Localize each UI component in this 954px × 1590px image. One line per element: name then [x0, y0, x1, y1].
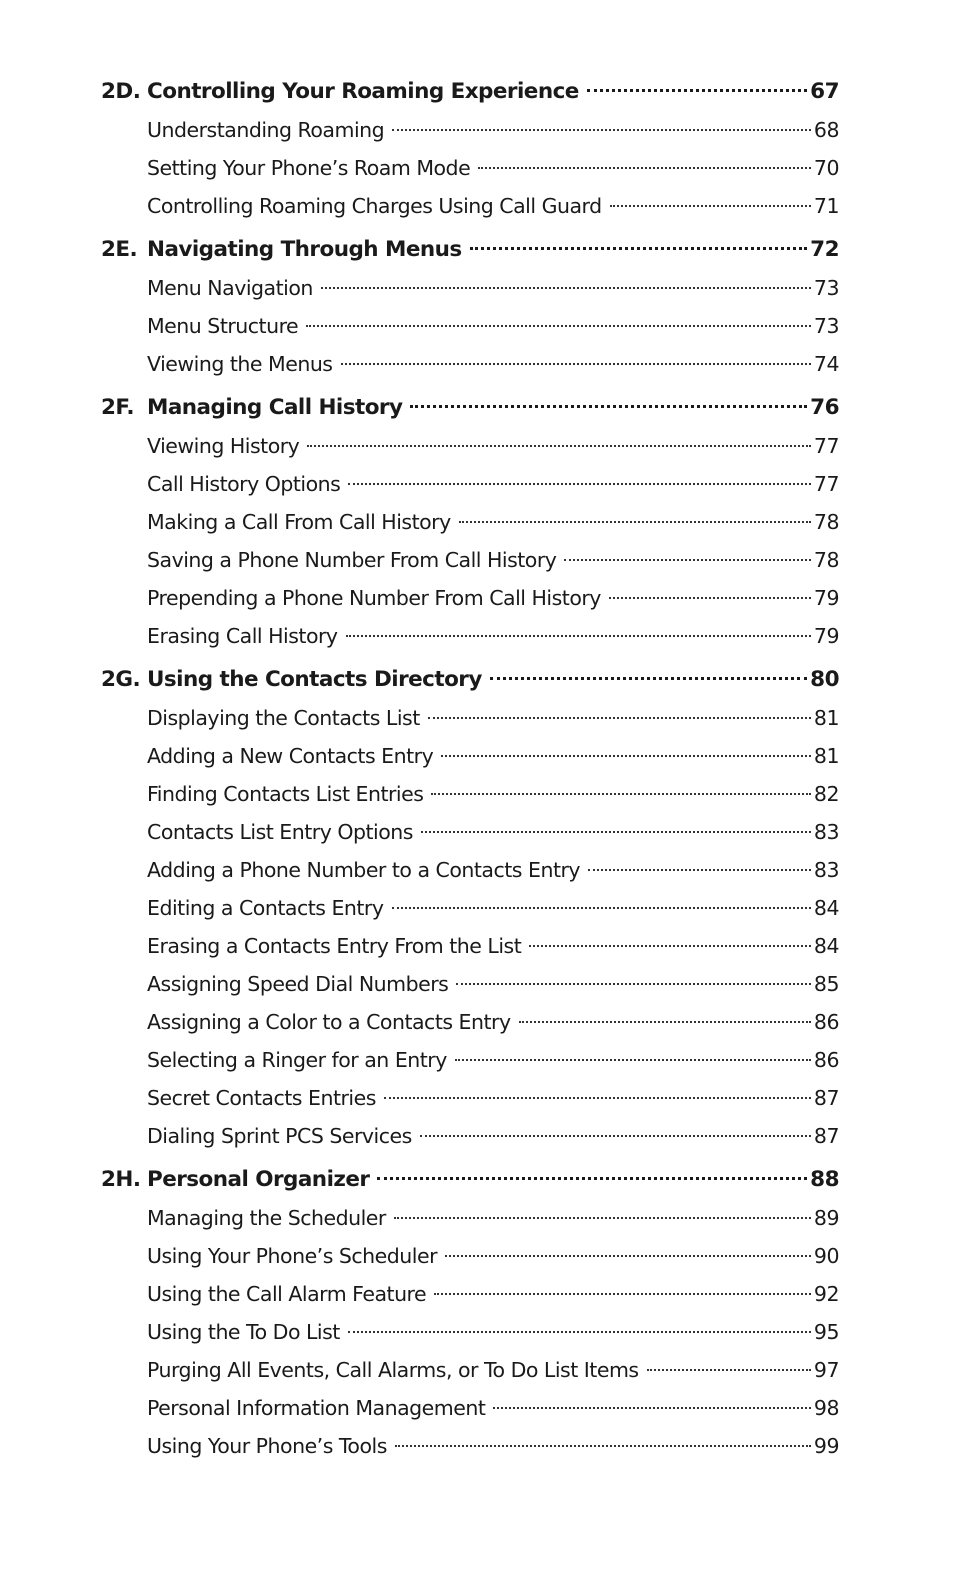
- entry-title: Editing a Contacts Entry: [147, 896, 384, 920]
- entry-title: Saving a Phone Number From Call History: [147, 548, 557, 572]
- dot-leader: [377, 1177, 807, 1180]
- dot-leader: [421, 831, 811, 833]
- section-heading[interactable]: [101, 660, 839, 699]
- page-number: 80: [810, 667, 839, 692]
- entry-title: Menu Navigation: [147, 276, 313, 300]
- section-heading[interactable]: [101, 388, 839, 427]
- dot-leader: [434, 1293, 811, 1295]
- page-number: 71: [813, 194, 839, 218]
- dot-leader: [441, 755, 811, 757]
- section-heading[interactable]: [101, 1160, 839, 1199]
- toc-entry[interactable]: [101, 1003, 839, 1041]
- toc-section-2h: [101, 1160, 839, 1465]
- dot-leader: [459, 521, 811, 523]
- page-number: 78: [813, 548, 839, 572]
- dot-leader: [321, 287, 811, 289]
- section-number: 2E.: [101, 237, 138, 262]
- dot-leader: [410, 405, 807, 408]
- dot-leader: [445, 1255, 811, 1257]
- entry-title: Making a Call From Call History: [147, 510, 451, 534]
- dot-leader: [647, 1369, 811, 1371]
- toc-entry[interactable]: [101, 1041, 839, 1079]
- entry-title: Adding a New Contacts Entry: [147, 744, 434, 768]
- dot-leader: [341, 363, 811, 365]
- toc-section-2g: [101, 660, 839, 1155]
- dot-leader: [348, 483, 811, 485]
- page-number: 87: [813, 1086, 839, 1110]
- dot-leader: [609, 597, 811, 599]
- entry-title: Using Your Phone’s Tools: [147, 1434, 387, 1458]
- page-number: 77: [813, 472, 839, 496]
- entry-title: Menu Structure: [147, 314, 299, 338]
- section-title: Using the Contacts Directory: [147, 667, 482, 692]
- entry-title: Managing the Scheduler: [147, 1206, 386, 1230]
- toc-entry[interactable]: [101, 1237, 839, 1275]
- dot-leader: [455, 1059, 811, 1061]
- entry-title: Understanding Roaming: [147, 118, 385, 142]
- entry-title: Finding Contacts List Entries: [147, 782, 424, 806]
- entry-title: Purging All Events, Call Alarms, or To Do List Items: [147, 1358, 639, 1382]
- toc-entry[interactable]: [101, 927, 839, 965]
- page-number: 68: [813, 118, 839, 142]
- dot-leader: [384, 1097, 811, 1099]
- toc-entry[interactable]: [101, 775, 839, 813]
- toc-entry[interactable]: [101, 427, 839, 465]
- toc-entry[interactable]: [101, 111, 839, 149]
- entry-title: Viewing History: [147, 434, 300, 458]
- page-number: 89: [813, 1206, 839, 1230]
- section-title: Navigating Through Menus: [147, 237, 462, 262]
- section-heading[interactable]: [101, 72, 839, 111]
- page-number: 84: [813, 934, 839, 958]
- page-number: 92: [813, 1282, 839, 1306]
- dot-leader: [431, 793, 810, 795]
- dot-leader: [428, 717, 811, 719]
- toc-entry[interactable]: [101, 1117, 839, 1155]
- toc-entry[interactable]: [101, 503, 839, 541]
- page-number: 88: [810, 1167, 839, 1192]
- section-title: Personal Organizer: [147, 1167, 370, 1192]
- dot-leader: [588, 869, 811, 871]
- page-number: 79: [813, 586, 839, 610]
- toc-section-2e: [101, 230, 839, 383]
- page-number: 90: [813, 1244, 839, 1268]
- toc-entry[interactable]: [101, 1079, 839, 1117]
- entry-title: Displaying the Contacts List: [147, 706, 420, 730]
- dot-leader: [348, 1331, 811, 1333]
- entry-title: Call History Options: [147, 472, 341, 496]
- toc-entry[interactable]: [101, 1427, 839, 1465]
- page-number: 83: [813, 858, 839, 882]
- toc-entry[interactable]: [101, 1275, 839, 1313]
- dot-leader: [564, 559, 810, 561]
- toc-entry[interactable]: [101, 149, 839, 187]
- page-number: 77: [813, 434, 839, 458]
- section-title: Managing Call History: [147, 395, 403, 420]
- dot-leader: [587, 89, 807, 92]
- page-number: 81: [813, 744, 839, 768]
- page-number: 83: [813, 820, 839, 844]
- dot-leader: [456, 983, 811, 985]
- toc-entry[interactable]: [101, 617, 839, 655]
- page-number: 81: [813, 706, 839, 730]
- page-number: 73: [813, 276, 839, 300]
- dot-leader: [478, 167, 811, 169]
- entry-title: Erasing Call History: [147, 624, 338, 648]
- section-number: 2D.: [101, 79, 141, 104]
- dot-leader: [346, 635, 811, 637]
- entry-title: Erasing a Contacts Entry From the List: [147, 934, 522, 958]
- entry-title: Controlling Roaming Charges Using Call Guard: [147, 194, 602, 218]
- section-number: 2H.: [101, 1167, 141, 1192]
- toc-entry[interactable]: [101, 699, 839, 737]
- toc-entry[interactable]: [101, 541, 839, 579]
- page-number: 74: [813, 352, 839, 376]
- dot-leader: [519, 1021, 811, 1023]
- page-number: 70: [813, 156, 839, 180]
- entry-title: Secret Contacts Entries: [147, 1086, 376, 1110]
- dot-leader: [395, 1445, 811, 1447]
- entry-title: Using Your Phone’s Scheduler: [147, 1244, 438, 1268]
- dot-leader: [470, 247, 808, 250]
- entry-title: Using the Call Alarm Feature: [147, 1282, 427, 1306]
- entry-title: Personal Information Management: [147, 1396, 486, 1420]
- toc-entry[interactable]: [101, 1389, 839, 1427]
- page-number: 72: [810, 237, 839, 262]
- entry-title: Using the To Do List: [147, 1320, 340, 1344]
- page-number: 98: [813, 1396, 839, 1420]
- toc-entry[interactable]: [101, 851, 839, 889]
- toc-entry[interactable]: [101, 965, 839, 1003]
- entry-title: Assigning Speed Dial Numbers: [147, 972, 449, 996]
- page-number: 99: [813, 1434, 839, 1458]
- entry-title: Adding a Phone Number to a Contacts Entry: [147, 858, 581, 882]
- toc-entry[interactable]: [101, 889, 839, 927]
- dot-leader: [610, 205, 811, 207]
- entry-title: Dialing Sprint PCS Services: [147, 1124, 412, 1148]
- dot-leader: [490, 677, 807, 680]
- page-number: 79: [813, 624, 839, 648]
- page-number: 84: [813, 896, 839, 920]
- dot-leader: [529, 945, 811, 947]
- toc-entry[interactable]: [101, 1351, 839, 1389]
- dot-leader: [394, 1217, 811, 1219]
- toc-entry[interactable]: [101, 187, 839, 225]
- section-number: 2G.: [101, 667, 141, 692]
- entry-title: Setting Your Phone’s Roam Mode: [147, 156, 471, 180]
- toc-entry[interactable]: [101, 1199, 839, 1237]
- entry-title: Selecting a Ringer for an Entry: [147, 1048, 447, 1072]
- table-of-contents: [101, 72, 839, 1465]
- toc-entry[interactable]: [101, 345, 839, 383]
- page-number: 86: [813, 1010, 839, 1034]
- section-heading[interactable]: [101, 230, 839, 269]
- page-number: 67: [810, 79, 839, 104]
- toc-entry[interactable]: [101, 737, 839, 775]
- page-number: 78: [813, 510, 839, 534]
- page-number: 82: [813, 782, 839, 806]
- toc-entry[interactable]: [101, 307, 839, 345]
- entry-title: Prepending a Phone Number From Call History: [147, 586, 601, 610]
- dot-leader: [392, 129, 811, 131]
- dot-leader: [392, 907, 811, 909]
- toc-section-2f: [101, 388, 839, 655]
- section-number: 2F.: [101, 395, 135, 420]
- dot-leader: [493, 1407, 811, 1409]
- page-number: 86: [813, 1048, 839, 1072]
- entry-title: Viewing the Menus: [147, 352, 333, 376]
- dot-leader: [307, 445, 811, 447]
- entry-title: Contacts List Entry Options: [147, 820, 413, 844]
- page-number: 73: [813, 314, 839, 338]
- toc-entry[interactable]: [101, 465, 839, 503]
- dot-leader: [420, 1135, 811, 1137]
- toc-entry[interactable]: [101, 269, 839, 307]
- toc-section-2d: [101, 72, 839, 225]
- entry-title: Assigning a Color to a Contacts Entry: [147, 1010, 511, 1034]
- toc-entry[interactable]: [101, 579, 839, 617]
- page-number: 76: [810, 395, 839, 420]
- page-number: 97: [813, 1358, 839, 1382]
- page-number: 85: [813, 972, 839, 996]
- dot-leader: [306, 325, 811, 327]
- page-number: 95: [813, 1320, 839, 1344]
- toc-entry[interactable]: [101, 813, 839, 851]
- page-number: 87: [813, 1124, 839, 1148]
- section-title: Controlling Your Roaming Experience: [147, 79, 579, 104]
- toc-entry[interactable]: [101, 1313, 839, 1351]
